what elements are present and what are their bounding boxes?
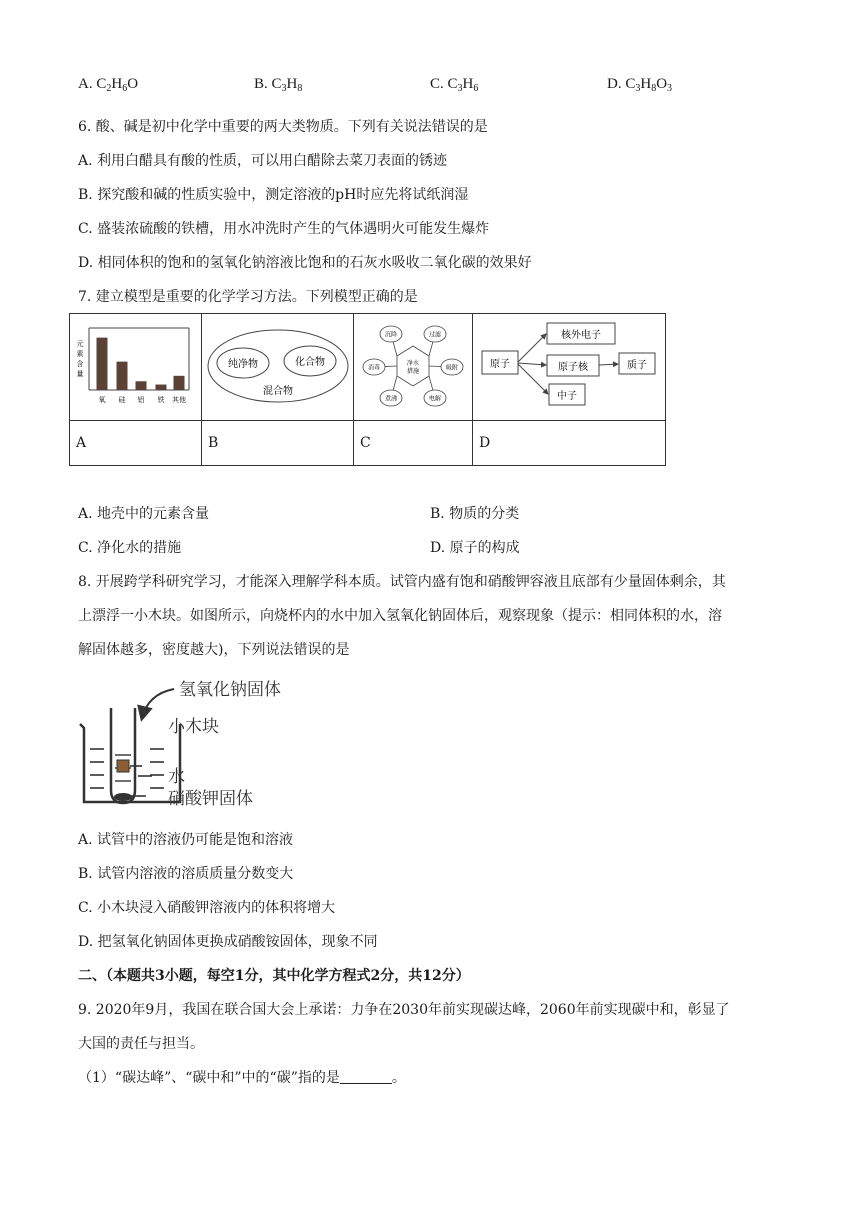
q8-option-c: C. 小木块浸入硝酸钾溶液内的体积将增大 — [78, 900, 336, 916]
bar — [174, 376, 185, 390]
formula-subscript: 6 — [473, 83, 479, 94]
q7-option-b: B. 物质的分类 — [430, 506, 520, 522]
formula — [625, 76, 672, 92]
ylabel-char: 素 — [76, 350, 84, 358]
category-label: 硅 — [118, 396, 126, 404]
q8-option-a: A. 试管中的溶液仍可能是饱和溶液 — [78, 832, 294, 848]
method-label: 电解 — [428, 395, 442, 403]
formula-symbol: C — [96, 76, 107, 92]
q7-option-d: D. 原子的构成 — [430, 540, 520, 556]
model-letter-c: C — [354, 421, 473, 466]
category-label: 铁 — [157, 396, 165, 404]
q5-option-c: C. $C_3H_6$ — [430, 76, 479, 94]
model-a-cell — [70, 314, 202, 421]
formula-symbol: C — [625, 76, 636, 92]
label-mixture: 混合物 — [263, 386, 293, 397]
model-letter-b: B — [202, 421, 354, 466]
label-water: 水 — [168, 767, 185, 787]
q6-option-a: A. 利用白醋具有酸的性质，可以用白醋除去菜刀表面的锈迹 — [78, 153, 448, 169]
q8-option-d: D. 把氢氧化钠固体更换成硝酸铵固体，现象不同 — [78, 934, 378, 950]
formula-subscript: 3 — [457, 83, 463, 94]
formula-subscript: 2 — [106, 83, 112, 94]
method-label: 过滤 — [428, 331, 442, 339]
q8-stem-line1: 8. 开展跨学科研究学习，才能深入理解学科本质。试管内盛有饱和硝酸钾容液且底部有少量固体剩余，其 — [78, 574, 726, 590]
formula-symbol: O — [656, 76, 668, 92]
formula — [272, 76, 303, 92]
option-letter: B — [254, 76, 265, 92]
wood-block — [117, 760, 129, 772]
q9-sub1 — [78, 1068, 406, 1088]
bar — [136, 381, 147, 390]
ylabel-char: 元 — [76, 340, 84, 348]
water-purification-diagram — [354, 314, 472, 416]
bar — [156, 385, 167, 390]
formula-symbol: C — [271, 76, 282, 92]
label-compound: 化合物 — [295, 357, 325, 368]
center-label: 净水 — [406, 360, 420, 367]
box-electron: 核外电子 — [561, 330, 601, 341]
q6-option-c: C. 盛装浓硫酸的铁槽，用水冲洗时产生的气体遇明火可能发生爆炸 — [78, 221, 490, 237]
model-b-cell — [202, 314, 354, 421]
formula-subscript: 6 — [122, 83, 128, 94]
formula — [96, 76, 138, 92]
category-label: 其他 — [172, 396, 186, 404]
q7-stem: 7. 建立模型是重要的化学学习方法。下列模型正确的是 — [78, 289, 418, 305]
q5-option-a: A. $C_2H_6O$ — [78, 76, 139, 94]
center-label: 措施 — [406, 368, 420, 375]
formula-subscript: 3 — [667, 83, 673, 94]
box-atom: 原子 — [490, 359, 510, 370]
beaker-figure — [76, 672, 316, 816]
box-nucleus: 原子核 — [558, 362, 588, 373]
label-naoh: 氢氧化钠固体 — [179, 680, 281, 700]
formula-subscript: 3 — [635, 83, 641, 94]
label-kno3: 硝酸钾固体 — [168, 789, 253, 809]
q8-option-b: B. 试管内溶液的溶质质量分数变大 — [78, 866, 294, 882]
formula-subscript: 3 — [281, 83, 287, 94]
category-label: 铝 — [137, 396, 145, 404]
kno3-crystals — [114, 793, 132, 801]
q8-stem-line3: 解固体越多，密度越大)，下列说法错误的是 — [78, 642, 350, 658]
option-letter: C — [430, 76, 441, 92]
ylabel-char: 含 — [76, 360, 84, 368]
formula-symbol: H — [462, 76, 474, 92]
answer-blank[interactable] — [340, 1069, 392, 1084]
q6-stem: 6. 酸、碱是初中化学中重要的两大类物质。下列有关说法错误的是 — [78, 119, 488, 135]
q6-option-b: B. 探究酸和碱的性质实验中，测定溶液的pH时应先将试纸润湿 — [78, 187, 469, 203]
section2-heading: 二、（本题共3小题，每空1分，其中化学方程式2分，共12分） — [78, 968, 470, 984]
model-table — [69, 313, 666, 466]
q7-option-c: C. 净化水的措施 — [78, 540, 182, 556]
method-label: 沉降 — [384, 331, 398, 339]
bar — [97, 338, 108, 390]
formula-subscript: 8 — [651, 83, 657, 94]
q6-option-d: D. 相同体积的饱和的氢氧化钠溶液比饱和的石灰水吸收二氧化碳的效果好 — [78, 255, 532, 271]
substance-classification-diagram — [202, 314, 353, 416]
model-c-cell — [354, 314, 473, 421]
label-wood: 小木块 — [168, 717, 219, 737]
ylabel-char: 量 — [76, 370, 84, 378]
bar — [117, 362, 128, 390]
option-letter: A — [78, 76, 89, 92]
model-letter-a: A — [70, 421, 202, 466]
box-neutron: 中子 — [557, 391, 577, 402]
q9-stem-line1: 9. 2020年9月，我国在联合国大会上承诺：力争在2030年前实现碳达峰，2060年前实现碳中和，彰显了 — [78, 1002, 730, 1018]
atom-structure-diagram — [473, 314, 665, 416]
q7-option-a: A. 地壳中的元素含量 — [78, 506, 210, 522]
method-label: 消毒 — [367, 364, 381, 372]
q9-sub1-end: 。 — [391, 1070, 406, 1086]
q8-stem-line2: 上漂浮一小木块。如图所示，向烧杯内的水中加入氢氧化钠固体后，观察现象（提示：相同体积的水，溶 — [78, 608, 722, 624]
q9-stem-line2: 大国的责任与担当。 — [78, 1036, 204, 1052]
formula-symbol: H — [111, 76, 123, 92]
formula-subscript: 8 — [297, 83, 303, 94]
formula-symbol: C — [447, 76, 458, 92]
category-label: 氧 — [98, 396, 106, 404]
label-pure: 纯净物 — [228, 359, 258, 370]
q5-option-d: D. $C_3H_8O_3$ — [607, 76, 673, 94]
crust-element-bar-chart — [70, 314, 201, 416]
option-letter: D — [607, 76, 618, 92]
model-letter-d: D — [473, 421, 666, 466]
formula-symbol: H — [640, 76, 652, 92]
formula-symbol: H — [286, 76, 298, 92]
method-label: 吸附 — [445, 364, 459, 372]
box-proton: 质子 — [627, 360, 647, 371]
formula — [448, 76, 479, 92]
q5-option-b: B. $C_3H_8$ — [254, 76, 303, 94]
q9-sub1-text: （1）“碳达峰”、“碳中和”中的“碳”指的是 — [78, 1070, 340, 1086]
model-d-cell — [473, 314, 666, 421]
method-label: 煮沸 — [384, 395, 398, 403]
formula-symbol: O — [127, 76, 139, 92]
